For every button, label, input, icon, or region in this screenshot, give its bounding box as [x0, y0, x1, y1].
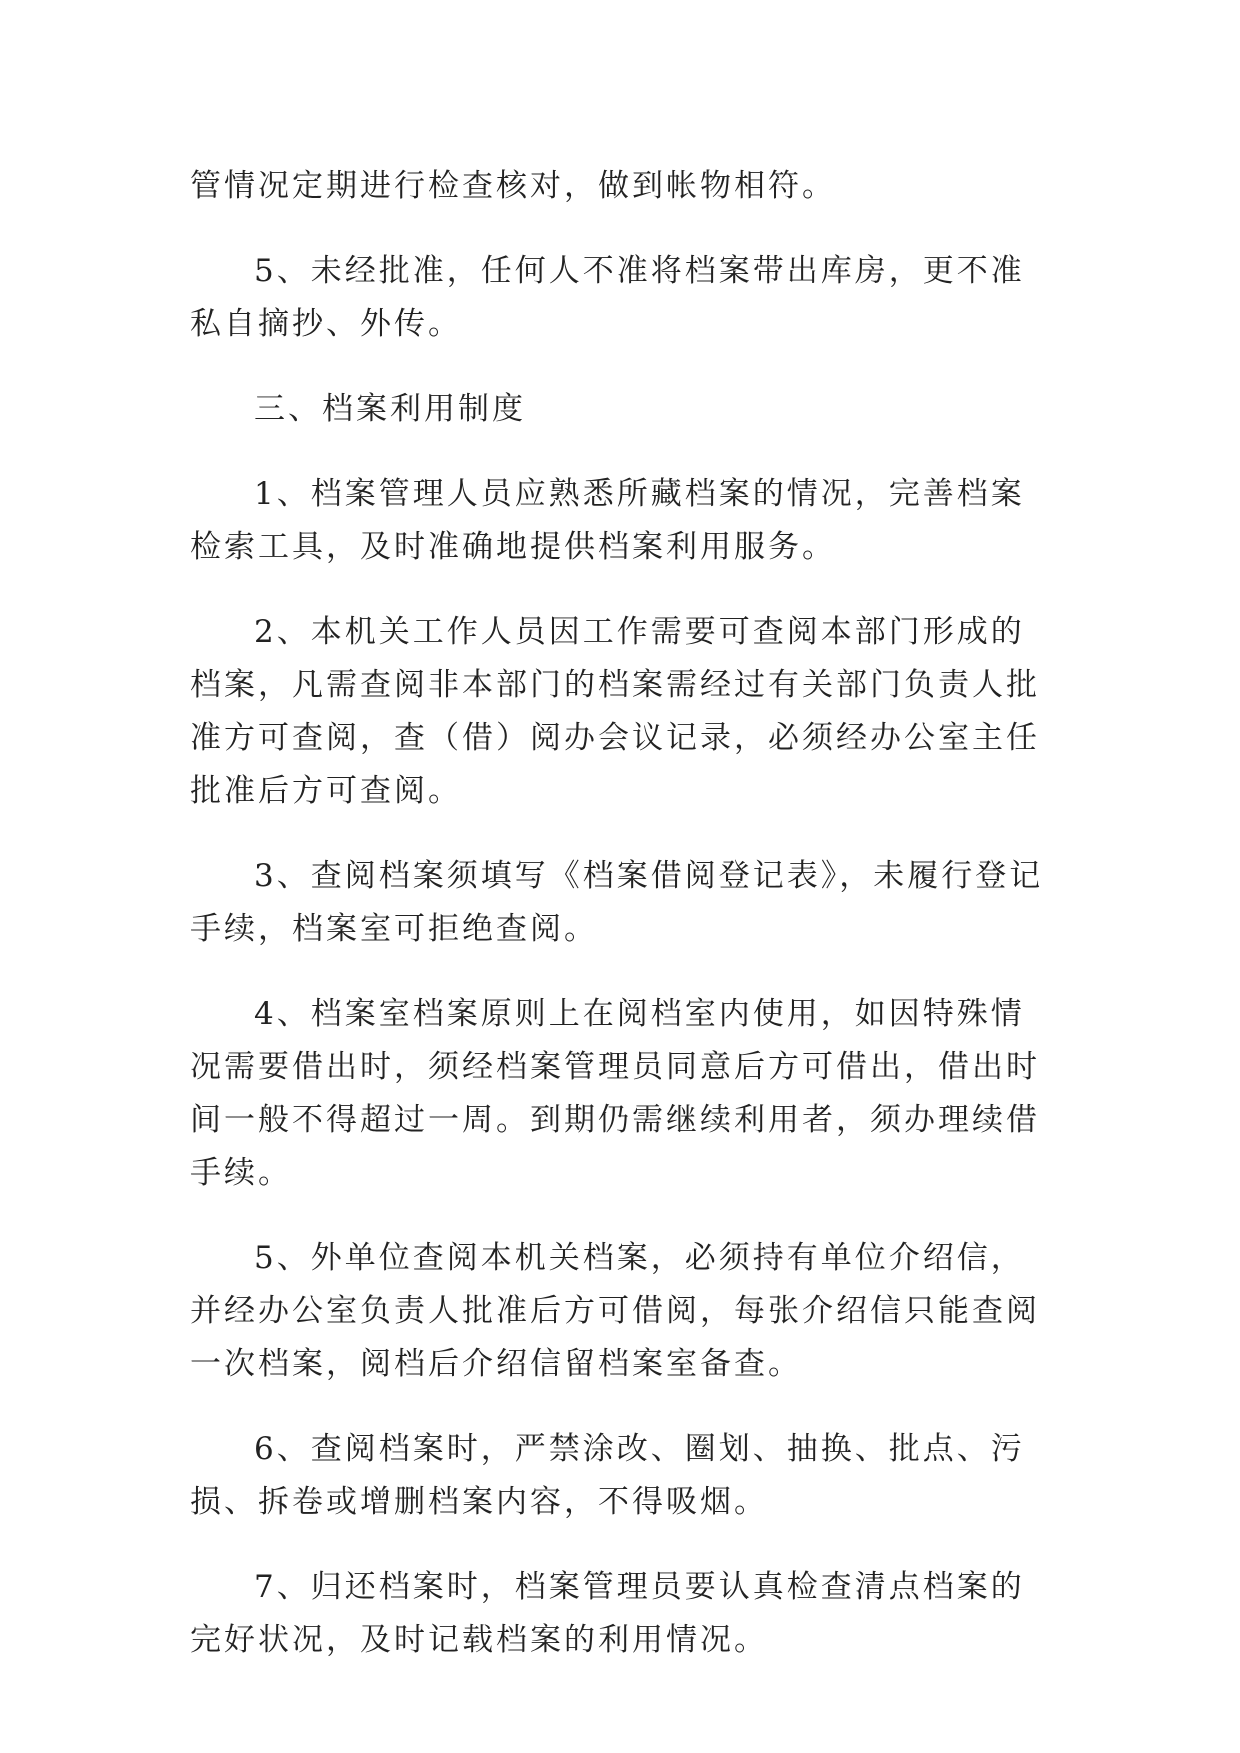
paragraph-rule-3: 3、查阅档案须填写《档案借阅登记表》，未履行登记手续，档案室可拒绝查阅。 — [190, 858, 1044, 947]
paragraph-rule-6: 6、查阅档案时，严禁涂改、圈划、抽换、批点、污损、拆卷或增删档案内容，不得吸烟。 — [190, 1431, 1025, 1520]
paragraph-rule-1: 1、档案管理人员应熟悉所藏档案的情况，完善档案检索工具，及时准确地提供档案利用服务。 — [190, 476, 1025, 565]
document-body — [190, 160, 1050, 1699]
paragraph-rule-5-storage: 5、未经批准，任何人不准将档案带出库房，更不准私自摘抄、外传。 — [190, 253, 1025, 342]
paragraph-rule-4: 4、档案室档案原则上在阅档室内使用，如因特殊情况需要借出时，须经档案管理员同意后方可借出，借出时间一般不得超过一周。到期仍需继续利用者，须办理续借手续。 — [190, 996, 1040, 1191]
section-heading-utilization: 三、档案利用制度 — [254, 391, 526, 427]
paragraph-rule-5: 5、外单位查阅本机关档案，必须持有单位介绍信，并经办公室负责人批准后方可借阅，每张介绍信只能查阅一次档案，阅档后介绍信留档案室备查。 — [190, 1240, 1040, 1382]
paragraph-rule-7: 7、归还档案时，档案管理员要认真检查清点档案的完好状况，及时记载档案的利用情况。 — [190, 1569, 1025, 1658]
paragraph-continuation: 管情况定期进行检查核对，做到帐物相符。 — [190, 168, 836, 204]
paragraph-rule-2: 2、本机关工作人员因工作需要可查阅本部门形成的档案，凡需查阅非本部门的档案需经过有关部门负责人批准方可查阅，查（借）阅办会议记录，必须经办公室主任批准后方可查阅。 — [190, 614, 1040, 809]
